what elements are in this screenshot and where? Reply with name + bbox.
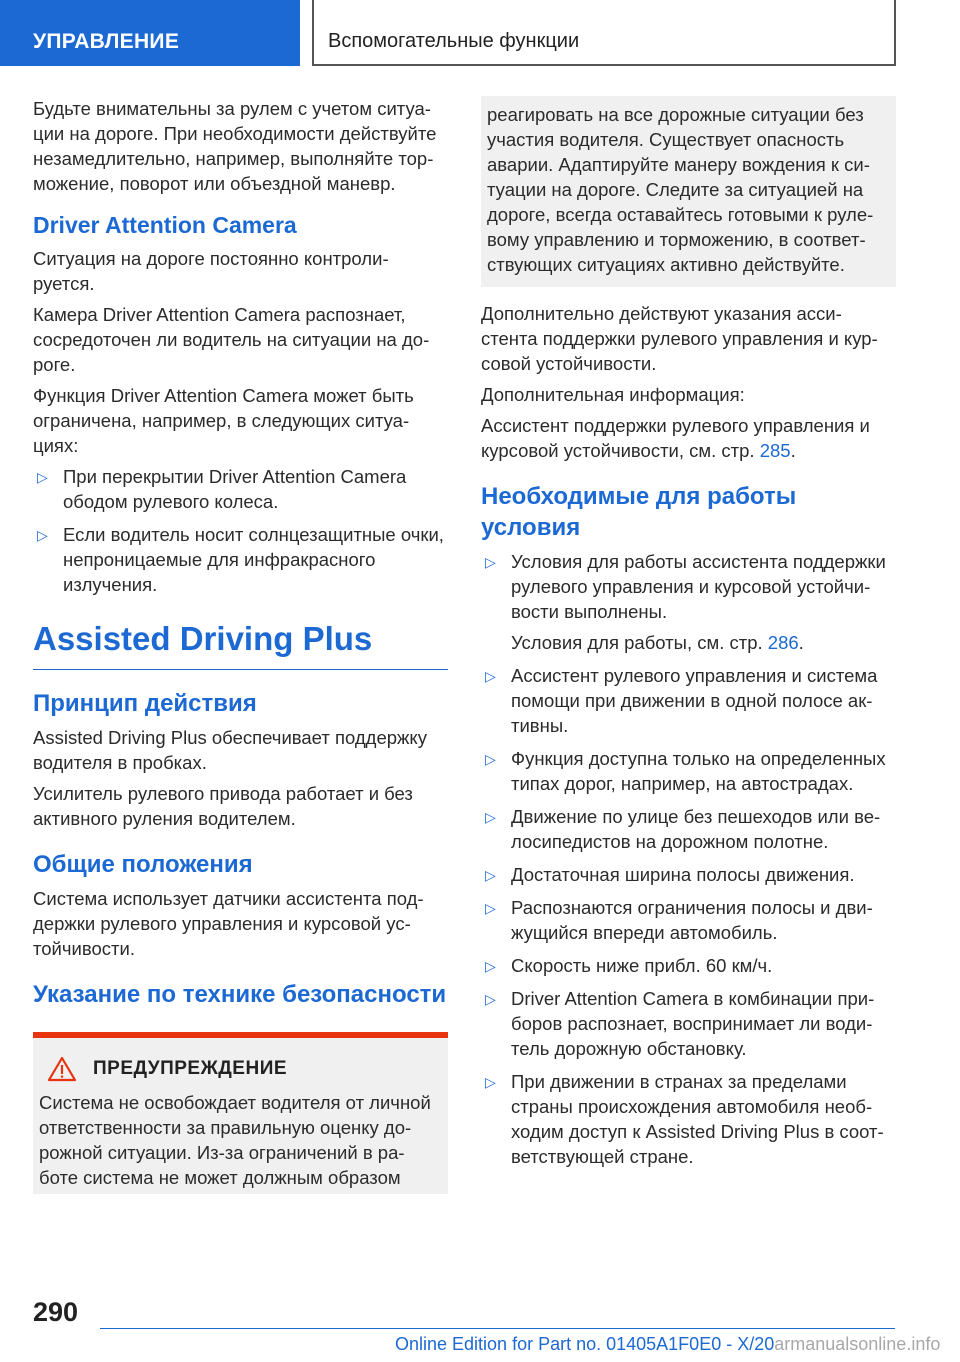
warning-box-continued (481, 96, 896, 287)
list-item: ▷ Достаточная ширина полосы движения. (481, 862, 896, 887)
header-chapter: Вспомогательные функции (312, 0, 896, 66)
list-item: ▷ Условия для работы ассистента поддержки рулевого управления и курсовой устойчи-вости выполнены. Условия для работы, см. стр. 286. (481, 549, 896, 655)
additional-paragraph-2: Дополнительная информация: (481, 384, 745, 405)
warning-triangle-icon (47, 1056, 77, 1082)
warning-title: ПРЕДУПРЕЖДЕНИЕ (93, 1058, 288, 1079)
intro-paragraph: Будьте внимательны за рулем с учетом ситуа-ции на дороге. При необходимости действуйте незамедлительно, например, выполняйте тор-можение, поворот или объездной маневр. (33, 98, 437, 194)
list-item: ▷ Функция доступна только на определенных типах дорог, например, на автострадах. (485, 748, 886, 794)
list-item: ▷ При движении в странах за пределами страны происхождения автомобиля необ-ходим доступ к Assisted Driving Plus в соот-ветствующей стране. (485, 1071, 884, 1167)
dac-paragraph-1: Ситуация на дороге постоянно контроли-руется. (33, 248, 389, 294)
additional-paragraph-1: Дополнительно действуют указания асси-стента поддержки рулевого управления и кур-совой устойчивости. (481, 303, 878, 374)
footer-watermark: armanualsonline.info (774, 1334, 941, 1354)
dac-bullet-list (33, 464, 448, 597)
adp-heading: Assisted Driving Plus (33, 619, 448, 670)
conditions-bullet-list (481, 549, 896, 1169)
principle-heading: Принцип действия (33, 690, 257, 717)
triangle-bullet-icon: ▷ (485, 958, 496, 974)
triangle-bullet-icon: ▷ (485, 809, 496, 825)
triangle-bullet-icon: ▷ (485, 554, 496, 570)
triangle-bullet-icon: ▷ (485, 1074, 496, 1090)
triangle-bullet-icon: ▷ (37, 527, 48, 543)
list-item: ▷ Скорость ниже прибл. 60 км/ч. (481, 953, 896, 978)
triangle-bullet-icon: ▷ (37, 469, 48, 485)
safety-heading: Указание по технике безопасности (33, 981, 447, 1008)
list-item: ▷ При перекрытии Driver Attention Camera ободом рулевого колеса. (37, 466, 407, 512)
list-item: ▷ Движение по улице без пешеходов или ве-лосипедистов на дорожном полотне. (485, 806, 881, 852)
additional-paragraph-3: Ассистент поддержки рулевого управления и курсовой устойчивости, см. стр. 285. (481, 415, 870, 461)
header-section: УПРАВЛЕНИЕ (0, 0, 300, 66)
list-item: ▷ Driver Attention Camera в комбинации при-боров распознает, воспринимает ли води-тель дорожную обстановку. (485, 988, 875, 1059)
general-heading: Общие положения (33, 851, 253, 878)
left-column (33, 96, 448, 1194)
principle-paragraph-2: Усилитель рулевого привода работает и без активного руления водителем. (33, 783, 413, 829)
conditions-reference: Условия для работы, см. стр. 286. (511, 632, 804, 653)
page-number: 290 (33, 1297, 79, 1327)
page-link-285[interactable]: 285 (759, 440, 791, 461)
page-link-286[interactable]: 286 (767, 632, 799, 653)
list-item: ▷ Ассистент рулевого управления и система помощи при движении в одной полосе ак-тивны. (485, 665, 878, 736)
warning-text-continued: реагировать на все дорожные ситуации без участия водителя. Существует опасность аварии. Адаптируйте манеру вождения к си-туации на дороге. Следите за ситуацией на дороге, всегда оставайтесь готовыми к руле-вому управлению и торможению, в соответ-ствующих ситуациях активно действуйте. (487, 104, 874, 275)
triangle-bullet-icon: ▷ (485, 900, 496, 916)
triangle-bullet-icon: ▷ (485, 867, 496, 883)
conditions-heading: Необходимые для работы условия (481, 483, 797, 541)
footer-divider (100, 1328, 895, 1329)
principle-paragraph-1: Assisted Driving Plus обеспечивает поддержку водителя в пробках. (33, 727, 427, 773)
warning-header (39, 1056, 440, 1082)
warning-text: Система не освобождает водителя от личной ответственности за правильную оценку до-рожной ситуации. Из-за ограничений в ра-боте система не может должным образом (39, 1092, 431, 1188)
general-paragraph: Система использует датчики ассистента под-держки рулевого управления и курсовой ус-тойчивости. (33, 888, 424, 959)
triangle-bullet-icon: ▷ (485, 991, 496, 1007)
warning-box (33, 1032, 448, 1194)
footer-edition: Online Edition for Part no. 01405A1F0E0 - X/20armanualsonline.info (395, 1334, 941, 1354)
list-item: ▷ Если водитель носит солнцезащитные очки, непроницаемые для инфракрасного излучения. (37, 524, 444, 595)
triangle-bullet-icon: ▷ (485, 668, 496, 684)
dac-paragraph-3: Функция Driver Attention Camera может быть ограничена, например, в следующих ситуа-циях: (33, 385, 414, 456)
list-item: ▷ Распознаются ограничения полосы и дви-жущийся впереди автомобиль. (485, 897, 873, 943)
triangle-bullet-icon: ▷ (485, 751, 496, 767)
dac-paragraph-2: Камера Driver Attention Camera распознает, сосредоточен ли водитель на ситуации на до-роге. (33, 304, 430, 375)
right-column (481, 96, 896, 1177)
dac-heading: Driver Attention Camera (33, 212, 297, 238)
